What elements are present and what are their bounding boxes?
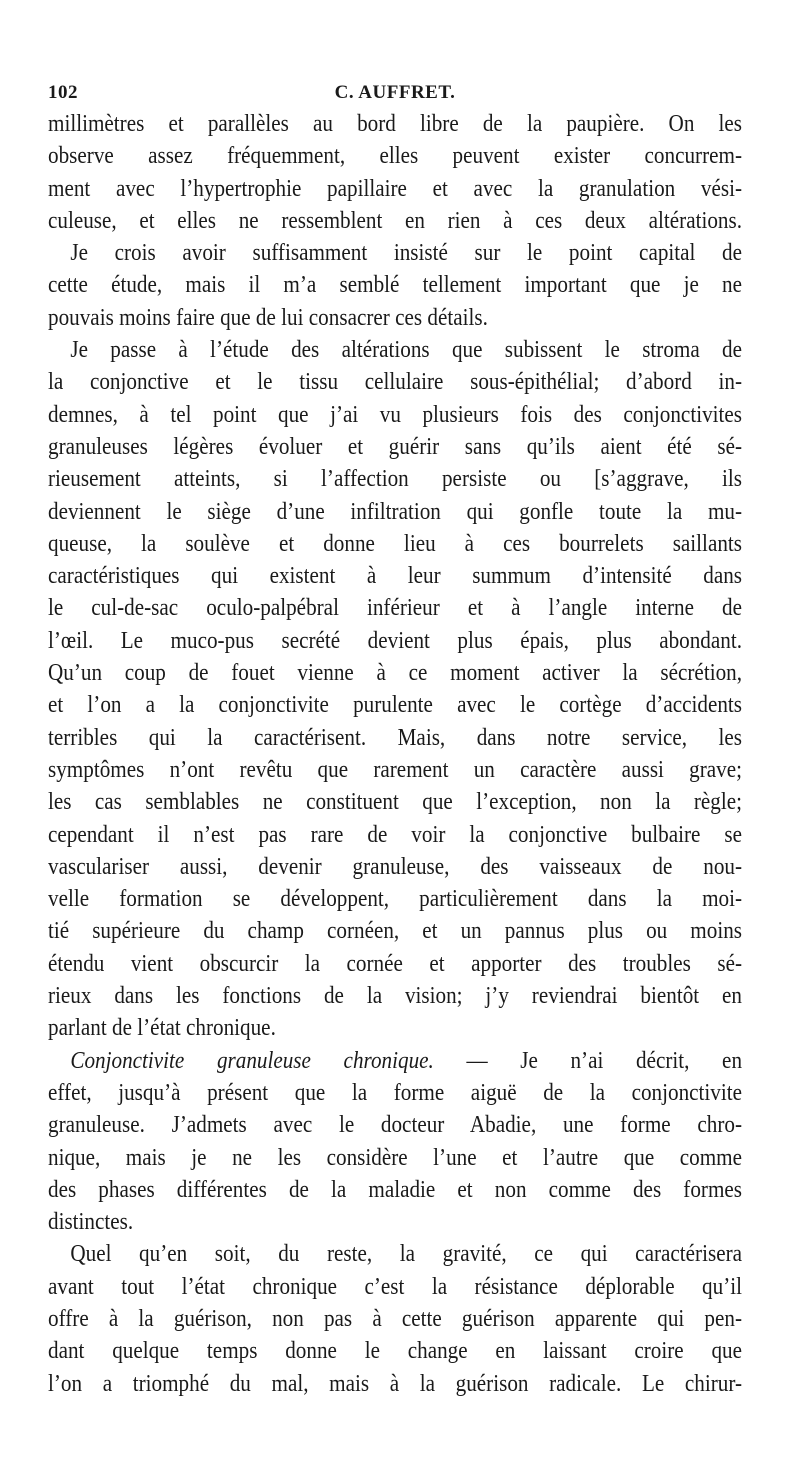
text-line — [48, 1368, 742, 1400]
text-line — [48, 883, 742, 915]
text-line — [48, 1045, 742, 1077]
text-line — [48, 819, 742, 851]
text-line — [48, 915, 742, 947]
text-line-content: terribles qui la caractérisent. Mais, dans notre service, les — [48, 723, 743, 751]
text-line — [48, 1238, 742, 1270]
text-line-content: l’on a triomphé du mal, mais à la guérison radicale. Le chirur- — [48, 1369, 743, 1397]
text-line — [48, 1012, 742, 1044]
text-line-content: granuleuse. J’admets avec le docteur Abadie, une forme chro- — [48, 1111, 743, 1139]
text-line-content: avant tout l’état chronique c’est la résistance déplorable qu’il — [48, 1272, 743, 1300]
text-line — [48, 657, 742, 689]
text-line-content: Quel qu’en soit, du reste, la gravité, ce qui caractérisera — [70, 1240, 743, 1268]
text-line — [48, 1206, 742, 1238]
text-line — [48, 302, 742, 334]
text-line-content: effet, jusqu’à présent que la forme aiguë de la conjonctivite — [48, 1078, 743, 1106]
text-line-content: granuleuses légères évoluer et guérir sans qu’ils aient été sé- — [48, 432, 743, 460]
text-line — [48, 1303, 742, 1335]
running-head — [48, 78, 742, 108]
text-line-content: Qu’un coup de fouet vienne à ce moment activer la sécrétion, — [48, 659, 743, 687]
text-line-content: deviennent le siège d’une infiltration qui gonfle toute la mu- — [48, 497, 743, 525]
text-line-content: pouvais moins faire que de lui consacrer ces détails. — [48, 303, 488, 331]
text-line — [48, 237, 742, 269]
text-line — [48, 528, 742, 560]
text-line — [48, 334, 742, 366]
text-line-content: le cul-de-sac oculo-palpébral inférieur et à l’angle interne de — [48, 594, 743, 622]
text-line — [48, 496, 742, 528]
text-line-content: distinctes. — [48, 1208, 134, 1236]
text-line — [48, 1174, 742, 1206]
text-line-content: parlant de l’état chronique. — [48, 1014, 276, 1042]
text-line-content: rieusement atteints, si l’affection persiste ou [s’aggrave, ils — [48, 465, 743, 493]
text-line-content: étendu vient obscurcir la cornée et apporter des troubles sé- — [48, 949, 743, 977]
text-line — [48, 754, 742, 786]
text-line — [48, 463, 742, 495]
text-line-content: nique, mais je ne les considère l’une et l’autre que comme — [48, 1143, 743, 1171]
text-line — [48, 948, 742, 980]
book-page — [48, 78, 742, 1400]
text-line — [48, 1271, 742, 1303]
page-number: 102 — [48, 82, 78, 103]
text-line-content: Je passe à l’étude des altérations que subissent le stroma de — [70, 336, 743, 364]
text-line-content: la conjonctive et le tissu cellulaire sous-épithélial; d’abord in- — [48, 368, 743, 396]
text-line-content: millimètres et parallèles au bord libre de la paupière. On les — [48, 110, 743, 137]
text-line-content: les cas semblables ne constituent que l’exception, non la règle; — [48, 788, 743, 816]
text-line-content: tié supérieure du champ cornéen, et un pannus plus ou moins — [48, 917, 743, 945]
text-line-content: offre à la guérison, non pas à cette guérison apparente qui pen- — [48, 1304, 743, 1332]
running-title: C. AUFFRET. — [334, 82, 456, 103]
text-line — [48, 560, 742, 592]
text-line — [48, 786, 742, 818]
text-line — [48, 980, 742, 1012]
text-line — [48, 205, 742, 237]
text-line-content: ment avec l’hypertrophie papillaire et avec la granulation vési- — [48, 174, 743, 202]
text-line — [48, 140, 742, 172]
text-line — [48, 722, 742, 754]
text-line — [48, 173, 742, 205]
text-line — [48, 431, 742, 463]
text-line — [48, 1335, 742, 1367]
text-line — [48, 399, 742, 431]
body-text — [48, 108, 742, 1400]
text-line — [48, 366, 742, 398]
text-line-content: cependant il n’est pas rare de voir la conjonctive bulbaire se — [48, 820, 743, 848]
section-heading: Conjonctivite granuleuse chronique. — [70, 1046, 434, 1074]
text-line-content: cette étude, mais il m’a semblé tellement important que je ne — [48, 271, 743, 299]
text-line — [48, 1109, 742, 1141]
text-line-content: demnes, à tel point que j’ai vu plusieurs fois des conjonctivites — [48, 400, 743, 428]
text-line-content: culeuse, et elles ne ressemblent en rien à ces deux altérations. — [48, 206, 743, 234]
text-line-content: et l’on a la conjonctivite purulente avec le cortège d’accidents — [48, 691, 743, 719]
text-line-content: l’œil. Le muco-pus secrété devient plus épais, plus abondant. — [48, 626, 743, 654]
text-line — [48, 269, 742, 301]
text-line-content: dant quelque temps donne le change en laissant croire que — [48, 1337, 743, 1365]
text-line-content: Je crois avoir suffisamment insisté sur le point capital de — [70, 239, 743, 267]
text-line — [48, 592, 742, 624]
text-line-content: observe assez fréquemment, elles peuvent exister concurrem- — [48, 142, 743, 170]
text-line-content: — Je n’ai décrit, en — [433, 1046, 743, 1074]
text-line — [48, 689, 742, 721]
text-line-content: rieux dans les fonctions de la vision; j’y reviendrai bientôt en — [48, 982, 743, 1010]
text-line — [48, 625, 742, 657]
text-line-content: vasculariser aussi, devenir granuleuse, des vaisseaux de nou- — [48, 852, 743, 880]
text-line-content: symptômes n’ont revêtu que rarement un caractère aussi grave; — [48, 755, 743, 783]
text-line — [48, 108, 742, 140]
text-line — [48, 1142, 742, 1174]
text-line-content: caractéristiques qui existent à leur summum d’intensité dans — [48, 562, 743, 590]
text-line — [48, 851, 742, 883]
text-line-content: queuse, la soulève et donne lieu à ces bourrelets saillants — [48, 529, 743, 557]
text-line — [48, 1077, 742, 1109]
text-line-content: velle formation se développent, particulièrement dans la moi- — [48, 885, 743, 913]
text-line-content: des phases différentes de la maladie et non comme des formes — [48, 1175, 743, 1203]
